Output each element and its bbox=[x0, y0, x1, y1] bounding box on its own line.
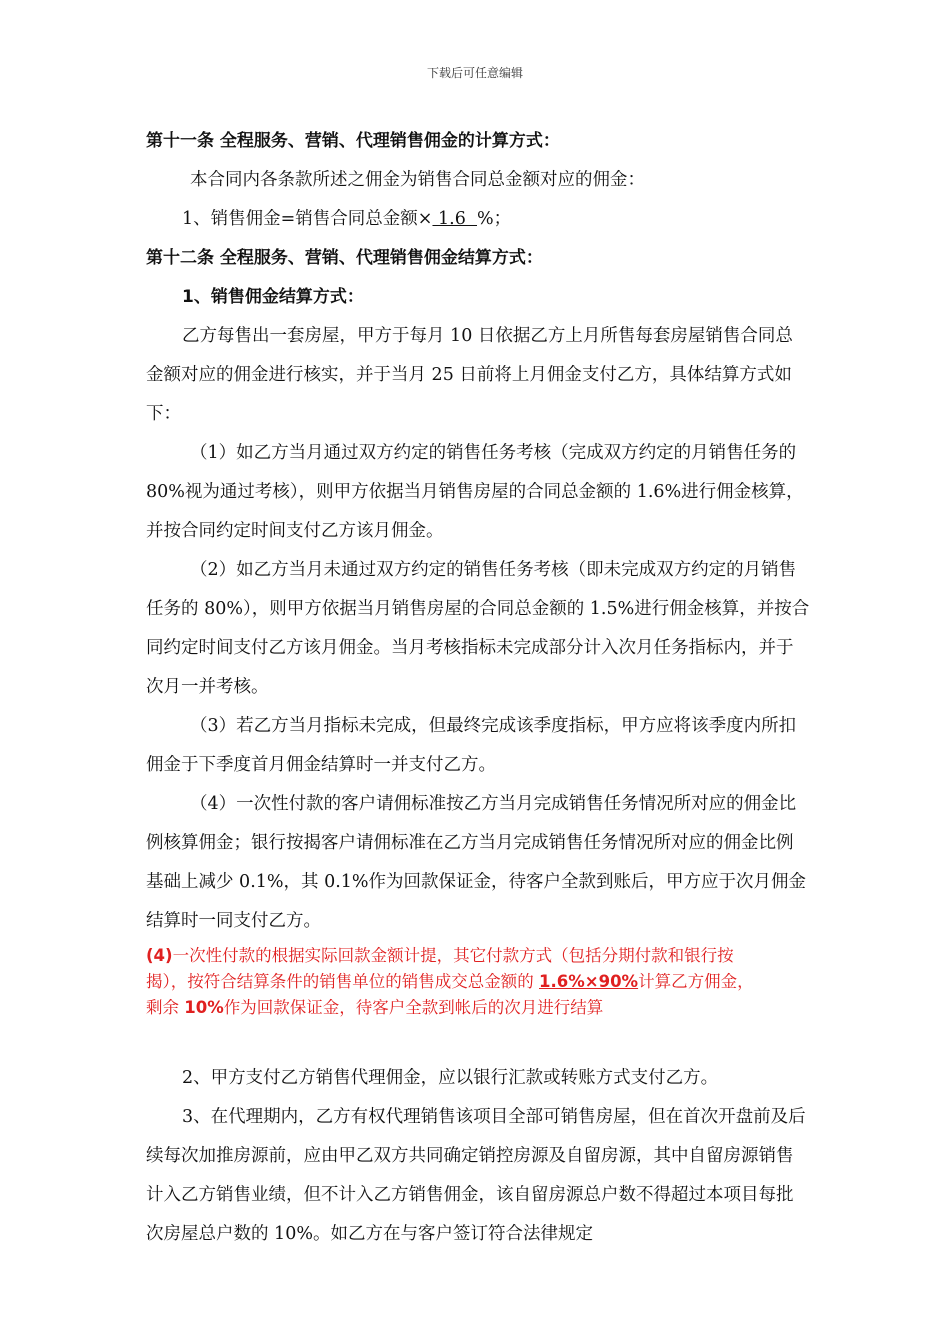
article-12-item4: （4）一次性付款的客户请佣标准按乙方当月完成销售任务情况所对应的佣金比例核算佣金；银行按揭客户请佣标准在乙方当月完成销售任务情况所对应的佣金比例基础上减少 0.1%，其 0.1%作为回款保证金，待客户全款到账后，甲方应于次月佣金结算时一同支付乙方。 bbox=[146, 794, 807, 931]
blank-gap bbox=[146, 1021, 810, 1059]
formula-suffix: %； bbox=[477, 209, 512, 229]
red-prefix: (4) bbox=[146, 946, 173, 965]
article-11-formula bbox=[146, 200, 810, 239]
document-body bbox=[146, 122, 810, 1254]
formula-prefix: 1、销售佣金=销售合同总金额× bbox=[182, 209, 433, 229]
red-part1: 一次性付款的根据实际回款金额计提，其它付款方式（包括分期付款和银行按揭），按符合结算条件的销售单位的销售成交总金额的 bbox=[146, 946, 734, 991]
article-12-item3: （3）若乙方当月指标未完成，但最终完成该季度指标，甲方应将该季度内所扣佣金于下季度首月佣金结算时一并支付乙方。 bbox=[146, 716, 797, 775]
article-11-title: 第十一条 全程服务、营销、代理销售佣金的计算方式： bbox=[146, 131, 560, 151]
revision-note-red bbox=[146, 943, 766, 1021]
red-part3: 作为回款保证金，待客户全款到帐后的次月进行结算 bbox=[223, 998, 604, 1017]
article-12-sub2: 2、甲方支付乙方销售代理佣金，应以银行汇款或转账方式支付乙方。 bbox=[182, 1068, 719, 1088]
page-header: 下载后可任意编辑 bbox=[426, 66, 523, 80]
article-12-sub1-title: 1、销售佣金结算方式： bbox=[182, 287, 364, 307]
red-rate: 1.6%×90% bbox=[539, 972, 639, 991]
article-12-title: 第十二条 全程服务、营销、代理销售佣金结算方式： bbox=[146, 248, 543, 268]
red-pct: 10% bbox=[184, 998, 224, 1017]
formula-value: 1.6 bbox=[432, 209, 477, 229]
article-12-item1: （1）如乙方当月通过双方约定的销售任务考核（完成双方约定的月销售任务的 80%视为通过考核），则甲方依据当月销售房屋的合同总金额的 1.6%进行佣金核算，并按合同约定时间支付乙方该月佣金。 bbox=[146, 443, 804, 541]
article-12-para1: 乙方每售出一套房屋，甲方于每月 10 日依据乙方上月所售每套房屋销售合同总金额对应的佣金进行核实，并于当月 25 日前将上月佣金支付乙方，具体结算方式如下： bbox=[146, 326, 793, 424]
article-11-intro: 本合同内各条款所述之佣金为销售合同总金额对应的佣金： bbox=[190, 170, 645, 190]
article-12-item2: （2）如乙方当月未通过双方约定的销售任务考核（即未完成双方约定的月销售任务的 80%），则甲方依据当月销售房屋的合同总金额的 1.5%进行佣金核算，并按合同约定时间支付乙方该月佣金。当月考核指标未完成部分计入次月任务指标内，并于次月一并考核。 bbox=[146, 560, 810, 697]
red-part2: 计算乙方佣金，剩余 bbox=[146, 972, 754, 1017]
article-12-sub3: 3、在代理期内，乙方有权代理销售该项目全部可销售房屋，但在首次开盘前及后续每次加推房源前，应由甲乙双方共同确定销控房源及自留房源，其中自留房源销售计入乙方销售业绩，但不计入乙方销售佣金，该自留房源总户数不得超过本项目每批次房屋总户数的 10%。如乙方在与客户签订符合法律规定 bbox=[146, 1107, 806, 1244]
